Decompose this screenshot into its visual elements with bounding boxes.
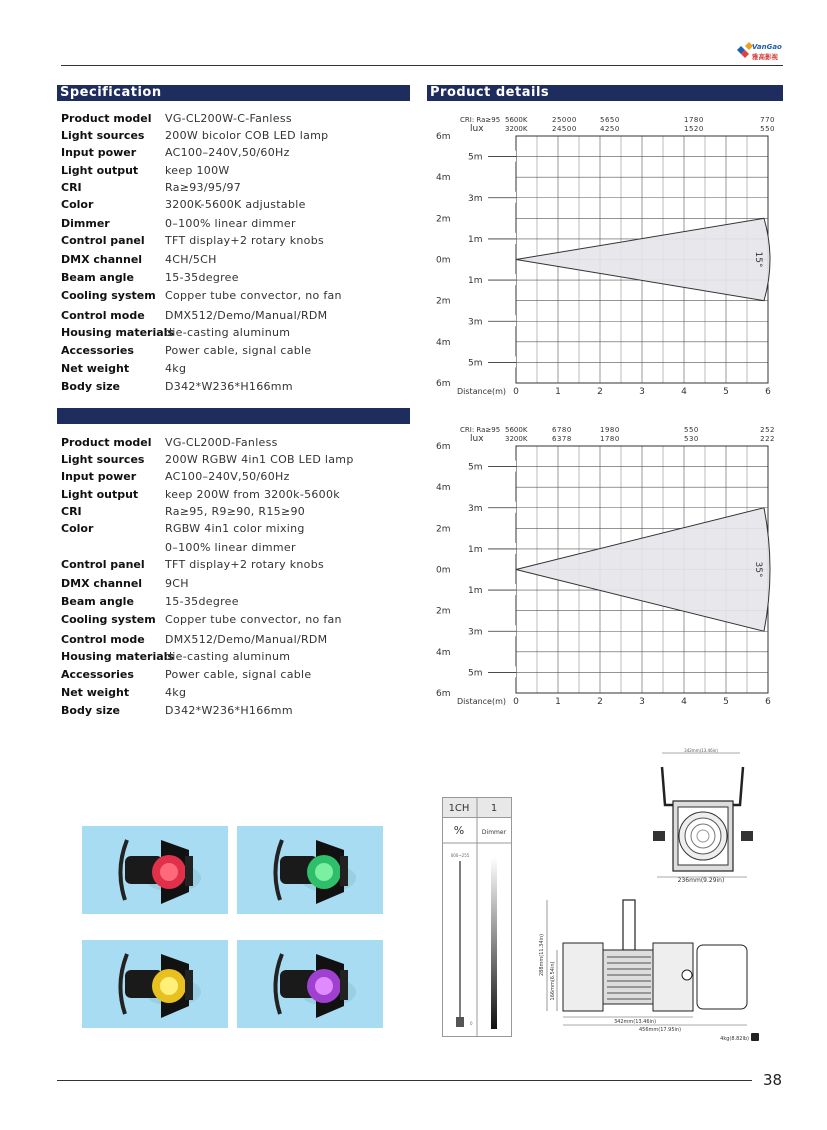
- dmx-zero-label: 0: [470, 1021, 473, 1026]
- spec-value: VG-CL200D-Fanless: [165, 436, 278, 449]
- spec-value: DMX512/Demo/Manual/RDM: [165, 633, 328, 646]
- spec-key: Light sources: [61, 453, 145, 466]
- fixture-lens-glow: [160, 977, 178, 995]
- y-tick-label: 2m: [436, 296, 451, 307]
- spec-row: [61, 111, 411, 127]
- x-axis-label: Distance(m): [457, 697, 507, 706]
- spec-value: 15-35degree: [165, 595, 239, 608]
- x-tick-label: 0: [513, 387, 519, 397]
- spec-row: [61, 288, 411, 304]
- inner-distance-label: 3m: [468, 317, 483, 328]
- footer-rule: [57, 1080, 752, 1081]
- lux-5600-value: 550: [684, 426, 699, 434]
- y-tick-label: 6m: [436, 132, 451, 142]
- inner-distance-label: 1m: [468, 586, 483, 597]
- lux-5600-value: 6780: [552, 426, 572, 434]
- dim-height-288: 288mm(11.34in): [539, 933, 545, 977]
- x-tick-label: 1: [555, 697, 561, 707]
- spec-key: Housing materials: [61, 326, 174, 339]
- spec-row: [61, 685, 411, 701]
- spec-key: Control mode: [61, 633, 145, 646]
- header-rule: [61, 65, 783, 66]
- lux-label: lux: [470, 124, 484, 134]
- spec-key: Beam angle: [61, 271, 134, 284]
- logo-text: VanGao: [752, 43, 782, 51]
- y-tick-label: 0m: [436, 565, 451, 576]
- lux-3200-value: 222: [760, 435, 775, 443]
- fixture-lens-glow: [315, 863, 333, 881]
- spec-row: [61, 252, 411, 268]
- spec-value: D342*W236*H166mm: [165, 380, 293, 393]
- spec-key: Product model: [61, 436, 152, 449]
- spec-row: [61, 469, 411, 485]
- spec-key: Cooling system: [61, 613, 156, 626]
- dmx-ch-label: 1CH: [448, 803, 470, 814]
- x-tick-label: 4: [681, 697, 687, 707]
- spec-value: 4kg: [165, 686, 187, 699]
- lux-3200-value: 550: [760, 125, 775, 133]
- barn-door-side: [340, 970, 348, 1000]
- spec-key: Input power: [61, 470, 137, 483]
- lux-3200-value: 4250: [600, 125, 620, 133]
- spec-key: Light output: [61, 488, 139, 501]
- inner-distance-label: 5m: [468, 152, 483, 163]
- spec-row: [61, 703, 411, 719]
- spec-row: [61, 576, 411, 592]
- y-tick-label: 6m: [436, 379, 451, 389]
- y-tick-label: 6m: [436, 689, 451, 699]
- spec-value: 4CH/5CH: [165, 253, 217, 266]
- inner-distance-label: 1m: [468, 544, 483, 555]
- x-tick-label: 3: [639, 697, 645, 707]
- dmx-unit: %: [453, 824, 465, 837]
- y-tick-label: 2m: [436, 606, 451, 617]
- section-bar-product-details: Product details: [427, 85, 783, 101]
- row1-label: 5600K: [505, 426, 528, 434]
- spec-key: Housing materials: [61, 650, 174, 663]
- spec-value: keep 100W: [165, 164, 230, 177]
- spec-row: [61, 180, 411, 196]
- y-tick-label: 4m: [436, 483, 451, 494]
- beam-chart-35deg: [430, 424, 783, 710]
- spec-value: 4kg: [165, 362, 187, 375]
- spec-row: [61, 270, 411, 286]
- photo-red: [82, 826, 228, 914]
- y-tick-label: 2m: [436, 214, 451, 225]
- lux-5600-value: 1780: [684, 116, 704, 124]
- spec-key: Color: [61, 198, 94, 211]
- spec-value: die-casting aluminum: [165, 650, 291, 663]
- inner-distance-label: 1m: [468, 276, 483, 287]
- beam-angle-label: 15°: [753, 251, 763, 268]
- lux-3200-value: 1520: [684, 125, 704, 133]
- spec-row: [61, 343, 411, 359]
- inner-distance-label: 5m: [468, 462, 483, 473]
- y-tick-label: 4m: [436, 173, 451, 184]
- spec-row: [61, 594, 411, 610]
- dim-length-456: 456mm(17.95in): [638, 1027, 682, 1033]
- spec-value: 3200K-5600K adjustable: [165, 198, 306, 211]
- spec-row: [61, 540, 411, 556]
- inner-distance-label: 3m: [468, 627, 483, 638]
- spec-key: Light output: [61, 164, 139, 177]
- spec-value: Copper tube convector, no fan: [165, 613, 342, 626]
- spec-value: Copper tube convector, no fan: [165, 289, 342, 302]
- dim-length-342: 342mm(13.46in): [613, 1019, 657, 1025]
- spec-key: Control panel: [61, 558, 145, 571]
- page-number: 38: [763, 1071, 783, 1089]
- lux-3200-value: 1780: [600, 435, 620, 443]
- dimmer-gradient-bar: [491, 857, 497, 1029]
- dim-width-236: 236mm(9.29in): [677, 877, 725, 884]
- dmx-range-label: 000~255: [450, 853, 470, 858]
- spec-value: DMX512/Demo/Manual/RDM: [165, 309, 328, 322]
- fixture-lens-glow: [160, 863, 178, 881]
- spec-row: [61, 667, 411, 683]
- spec-key: Control mode: [61, 309, 145, 322]
- dim-height-166: 166mm(6.54in): [550, 961, 556, 1001]
- spec-row: [61, 612, 411, 628]
- y-tick-label: 6m: [436, 442, 451, 452]
- fixture-lens-glow: [315, 977, 333, 995]
- spec-key: DMX channel: [61, 253, 143, 266]
- beam-cone: [516, 218, 770, 300]
- lux-5600-value: 5650: [600, 116, 620, 124]
- cri-label: CRI: Ra≥95: [460, 116, 501, 124]
- spec-value: RGBW 4in1 color mixing: [165, 522, 305, 535]
- spec-value: 9CH: [165, 577, 189, 590]
- barn-door-side: [185, 970, 193, 1000]
- lux-3200-value: 6378: [552, 435, 572, 443]
- inner-distance-label: 5m: [468, 358, 483, 369]
- section-bar-spec2: [57, 408, 410, 424]
- inner-distance-label: 3m: [468, 503, 483, 514]
- spec-value: 0–100% linear dimmer: [165, 217, 296, 230]
- section-bar-specification: Specification: [57, 85, 410, 101]
- beam-chart-15deg: [430, 114, 783, 400]
- spec-row: [61, 308, 411, 324]
- spec-row: [61, 361, 411, 377]
- spec-row: [61, 649, 411, 665]
- spec-key: Light sources: [61, 129, 145, 142]
- x-tick-label: 6: [765, 387, 771, 397]
- spec-value: AC100–240V,50/60Hz: [165, 146, 290, 159]
- lux-5600-value: 770: [760, 116, 775, 124]
- inner-distance-label: 5m: [468, 668, 483, 679]
- spec-value: Power cable, signal cable: [165, 668, 312, 681]
- spec-value: die-casting aluminum: [165, 326, 291, 339]
- spec-value: TFT display+2 rotary knobs: [165, 558, 325, 571]
- spec-row: [61, 233, 411, 249]
- x-tick-label: 5: [723, 387, 729, 397]
- spec-key: Body size: [61, 380, 120, 393]
- row2-label: 3200K: [505, 435, 528, 443]
- spec-value: TFT display+2 rotary knobs: [165, 234, 325, 247]
- x-tick-label: 5: [723, 697, 729, 707]
- y-tick-label: 2m: [436, 524, 451, 535]
- lux-3200-value: 24500: [552, 125, 577, 133]
- spec-key: Body size: [61, 704, 120, 717]
- spec-value: Power cable, signal cable: [165, 344, 312, 357]
- lux-5600-value: 252: [760, 426, 775, 434]
- spec-key: Beam angle: [61, 595, 134, 608]
- y-tick-label: 4m: [436, 337, 451, 348]
- dmx-ch-number: 1: [490, 803, 498, 814]
- spec-row: [61, 557, 411, 573]
- spec-key: Net weight: [61, 362, 130, 375]
- y-tick-label: 4m: [436, 647, 451, 658]
- spec-value: Ra≥93/95/97: [165, 181, 242, 194]
- dim-width-top: 342mm(13.46in): [684, 748, 718, 753]
- brand-logo: [735, 40, 785, 62]
- spec-key: CRI: [61, 505, 82, 518]
- dim-weight: 4kg(8.82lb): [720, 1036, 749, 1042]
- logo-cn: 雅高影视: [752, 53, 778, 61]
- dimension-drawing: [535, 745, 785, 1045]
- spec-value: 15-35degree: [165, 271, 239, 284]
- beam-cone: [516, 508, 770, 632]
- barn-door-side: [185, 856, 193, 886]
- spec-key: Cooling system: [61, 289, 156, 302]
- photo-green: [237, 826, 383, 914]
- spec-row: [61, 379, 411, 395]
- lux-5600-value: 1980: [600, 426, 620, 434]
- inner-distance-label: 1m: [468, 234, 483, 245]
- photo-purple: [237, 940, 383, 1028]
- spec-row: [61, 216, 411, 232]
- spec-row: [61, 163, 411, 179]
- x-tick-label: 2: [597, 697, 603, 707]
- spec-value: AC100–240V,50/60Hz: [165, 470, 290, 483]
- spec-row: [61, 197, 411, 213]
- spec-key: Product model: [61, 112, 152, 125]
- spec-key: Color: [61, 522, 94, 535]
- spec-row: [61, 325, 411, 341]
- lux-5600-value: 25000: [552, 116, 577, 124]
- x-axis-label: Distance(m): [457, 387, 507, 396]
- spec-row: [61, 128, 411, 144]
- spec-key: CRI: [61, 181, 82, 194]
- inner-distance-label: 3m: [468, 193, 483, 204]
- spec-key: DMX channel: [61, 577, 143, 590]
- spec-key: Dimmer: [61, 217, 110, 230]
- spec-row: [61, 487, 411, 503]
- x-tick-label: 1: [555, 387, 561, 397]
- lux-3200-value: 530: [684, 435, 699, 443]
- dmx-channel-table: [442, 797, 512, 1037]
- spec-value: keep 200W from 3200k-5600k: [165, 488, 340, 501]
- weight-icon: [751, 1033, 759, 1041]
- beam-angle-label: 35°: [753, 561, 763, 578]
- cri-label: CRI: Ra≥95: [460, 426, 501, 434]
- x-tick-label: 2: [597, 387, 603, 397]
- spec-key: Accessories: [61, 668, 134, 681]
- barn-door-side: [340, 856, 348, 886]
- spec-value: D342*W236*H166mm: [165, 704, 293, 717]
- spec-key: Input power: [61, 146, 137, 159]
- row1-label: 5600K: [505, 116, 528, 124]
- spec-row: [61, 632, 411, 648]
- spec-value: 0–100% linear dimmer: [165, 541, 296, 554]
- spec-key: Net weight: [61, 686, 130, 699]
- spec-row: [61, 145, 411, 161]
- y-tick-label: 0m: [436, 255, 451, 266]
- x-tick-label: 3: [639, 387, 645, 397]
- photo-yellow: [82, 940, 228, 1028]
- spec-row: [61, 504, 411, 520]
- x-tick-label: 6: [765, 697, 771, 707]
- spec-key: Accessories: [61, 344, 134, 357]
- spec-key: Control panel: [61, 234, 145, 247]
- row2-label: 3200K: [505, 125, 528, 133]
- spec-value: Ra≥95, R9≥90, R15≥90: [165, 505, 306, 518]
- x-tick-label: 4: [681, 387, 687, 397]
- spec-row: [61, 521, 411, 537]
- spec-row: [61, 452, 411, 468]
- lux-label: lux: [470, 434, 484, 444]
- x-tick-label: 0: [513, 697, 519, 707]
- spec-row: [61, 435, 411, 451]
- dmx-function: Dimmer: [481, 829, 507, 836]
- spec-value: 200W bicolor COB LED lamp: [165, 129, 329, 142]
- spec-value: 200W RGBW 4in1 COB LED lamp: [165, 453, 354, 466]
- spec-value: VG-CL200W-C-Fanless: [165, 112, 292, 125]
